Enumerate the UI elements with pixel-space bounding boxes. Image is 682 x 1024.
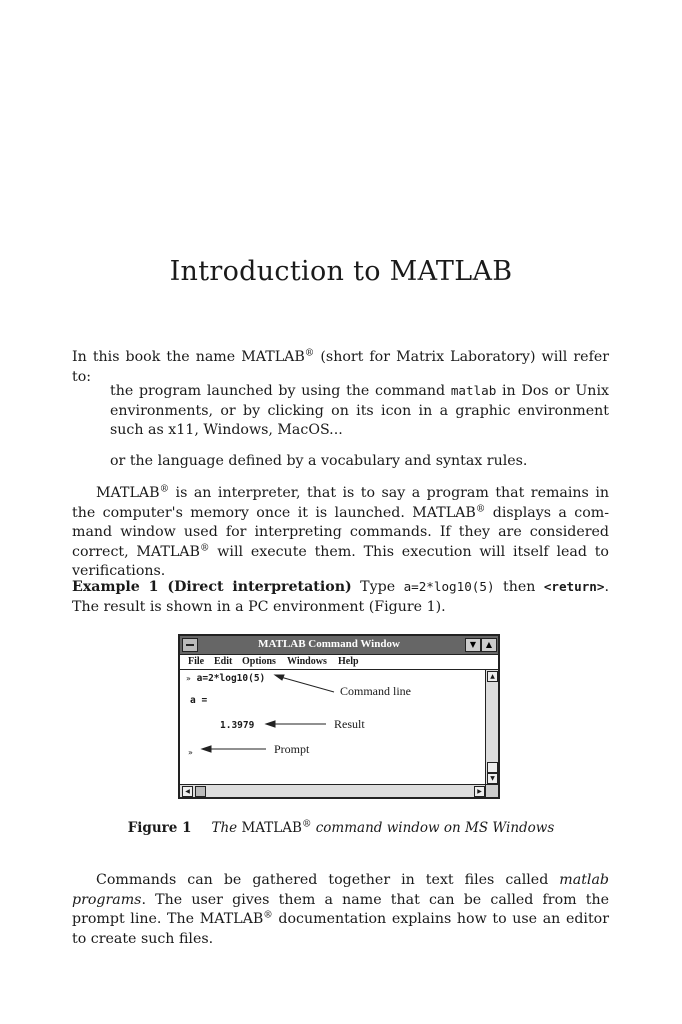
menu-edit[interactable]: Edit — [214, 656, 233, 667]
scroll-down-icon[interactable]: ▼ — [487, 773, 498, 784]
annotation-prompt: Prompt — [274, 742, 310, 756]
window-titlebar — [180, 636, 498, 655]
example-code: a=2*log10(5) — [403, 579, 495, 594]
intro-paragraph: In this book the name MATLAB® (short for Matrix Laboratory) will refer to: — [72, 347, 609, 385]
menu-options[interactable]: Options — [242, 656, 276, 667]
command-line-arrow — [277, 676, 334, 692]
scrollbar-corner — [485, 784, 498, 797]
menu-bar — [180, 655, 498, 670]
menu-help[interactable]: Help — [338, 656, 359, 667]
figure-label: Figure 1 — [127, 820, 192, 836]
prompt-arrowhead — [202, 746, 211, 752]
horizontal-scroll-thumb[interactable] — [195, 786, 206, 797]
command-line-arrowhead — [275, 675, 284, 680]
definition-program: the program launched by using the command matlab in Dos or Unix environments, or by clicking on its icon in a graphic environment such as x11, Windows, MacOS... — [110, 383, 609, 438]
horizontal-scrollbar[interactable] — [180, 784, 486, 797]
annotation-result: Result — [334, 717, 365, 731]
example-label: Example 1 (Direct interpretation) — [72, 579, 352, 595]
window-title: MATLAB Command Window — [258, 638, 400, 650]
chapter-title: Introduction to MATLAB — [169, 256, 513, 288]
scroll-thumb[interactable] — [487, 762, 498, 773]
annotation-command-line: Command line — [340, 684, 411, 698]
command-area[interactable] — [184, 670, 484, 784]
figure-caption: Figure 1 The MATLAB® command window on MS Windows — [127, 818, 555, 836]
minimize-button[interactable]: ▼ — [465, 638, 481, 652]
command-line: » a=2*log10(5) — [186, 673, 266, 684]
maximize-button[interactable]: ▲ — [481, 638, 497, 652]
interpreter-paragraph: MATLAB® is an interpreter, that is to say a program that remains in the computer's memory once it is launched. MATLAB® displays a com-mand window used for interpreting commands. If they are considered correct, MATLAB® will execute them. This execution will itself lead to verifications. — [72, 483, 609, 579]
definition-language: or the language defined by a vocabulary and syntax rules. — [110, 453, 528, 469]
result-arrowhead — [266, 721, 275, 727]
result-label: a = — [190, 695, 208, 706]
example-1: Example 1 (Direct interpretation) Type a=2*log10(5) then <return>. The result is shown in a PC environment (Figure 1). — [72, 579, 609, 615]
scroll-left-icon[interactable]: ◀ — [182, 786, 193, 797]
result-value: 1.3979 — [220, 720, 255, 731]
scroll-right-icon[interactable]: ▶ — [474, 786, 485, 797]
menu-file[interactable]: File — [188, 656, 205, 667]
matlab-command-window — [178, 634, 500, 799]
programs-paragraph: Commands can be gathered together in text files called matlab programs. The user gives them a name that can be called from the prompt line. The MATLAB® documentation explains how to use an editor to create such files. — [72, 872, 609, 947]
system-menu-icon[interactable] — [182, 638, 198, 652]
scroll-up-icon[interactable]: ▲ — [487, 671, 498, 682]
return-key: <return> — [543, 579, 605, 594]
prompt-symbol: » — [188, 748, 193, 757]
vertical-scrollbar[interactable] — [485, 670, 498, 785]
menu-windows[interactable]: Windows — [287, 656, 327, 667]
matlab-command: matlab — [450, 383, 497, 398]
